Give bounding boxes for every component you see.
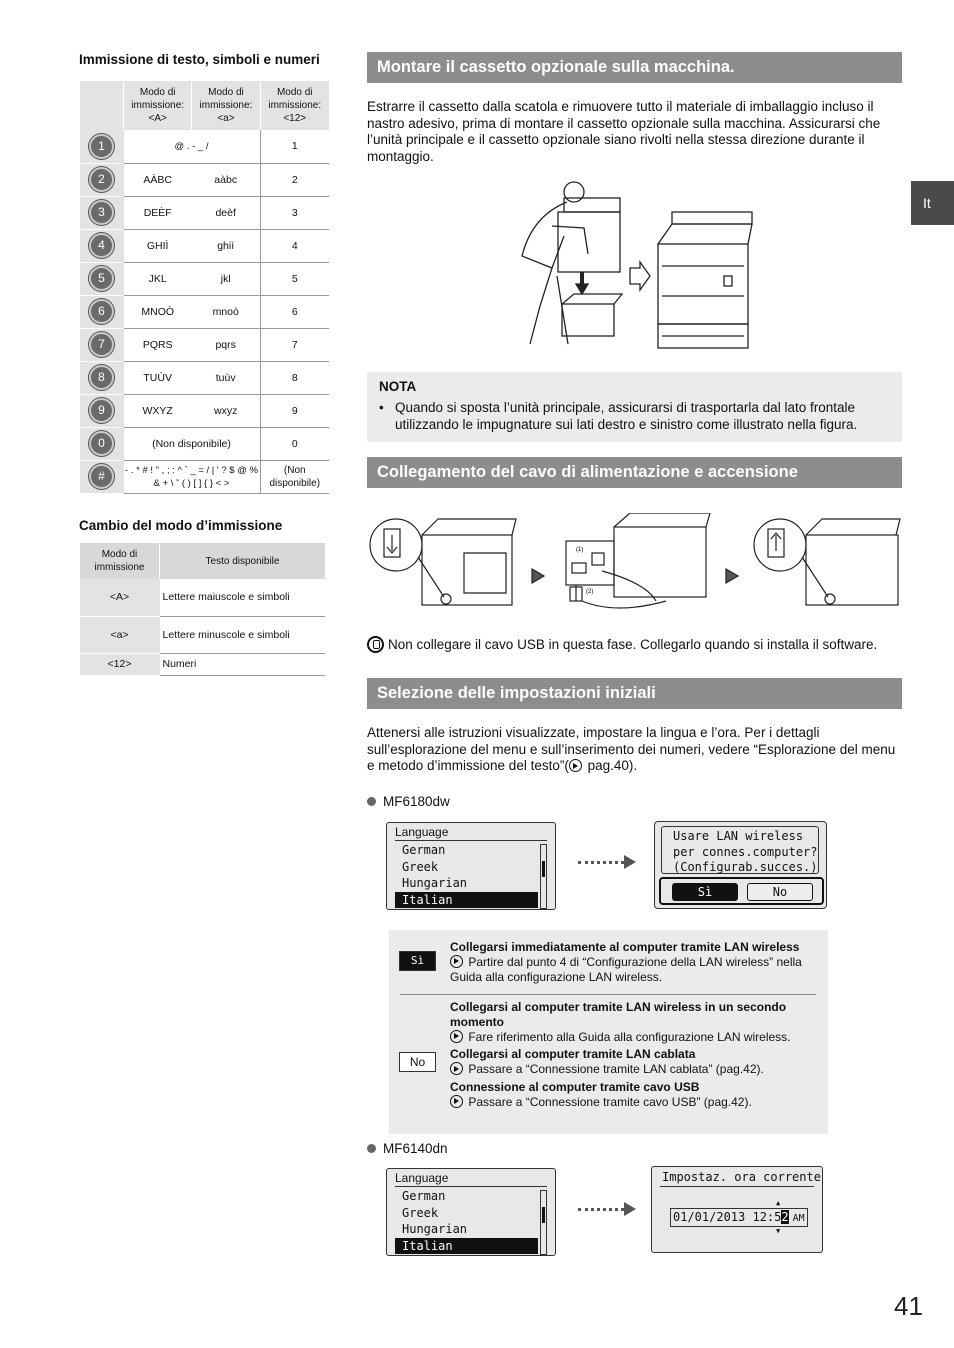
lcd-time-screen [651, 1166, 823, 1253]
choice-title: Connessione al computer tramite cavo USB [450, 1079, 700, 1094]
no-choices [450, 1000, 820, 1110]
model-label-mf6180dw [367, 794, 450, 809]
lcd-language-item-selected[interactable]: Italian [395, 1238, 538, 1255]
lcd-no-button[interactable]: No [747, 883, 813, 901]
lcd-wireless-message [661, 826, 819, 874]
key-number-cell: 1 [260, 130, 329, 163]
arrow-down-icon: ▼ [776, 1227, 781, 1235]
mode-cell: <12> [80, 653, 160, 675]
dotted-arrow-icon [578, 855, 636, 869]
key-row [80, 130, 330, 163]
keypad-key-icon: 9 [89, 398, 114, 423]
key-header-lower: Modo di immissione: <a> [192, 81, 260, 130]
keypad-key-icon: 1 [89, 134, 114, 159]
key-number-cell: 5 [260, 262, 329, 295]
key-lower-cell: pqrs [192, 328, 260, 361]
keypad-key-icon: 0 [89, 431, 114, 456]
mode-header-mode: Modo di immissione [80, 543, 160, 579]
key-upper-cell: DEÈF [124, 196, 192, 229]
key-upper-cell: AÀBC [124, 163, 192, 196]
key-header-empty [80, 81, 124, 130]
key-lower-cell: ghiì [192, 229, 260, 262]
key-row [80, 361, 330, 394]
choice-title: Collegarsi immediatamente al computer tramite LAN wireless [450, 940, 800, 954]
choice-ref: Passare a “Connessione tramite LAN cablata” (pag.42). [450, 1062, 820, 1077]
key-number-cell: 6 [260, 295, 329, 328]
key-lower-cell: aàbc [192, 163, 260, 196]
lcd-header: Language [395, 1171, 449, 1185]
key-chars-merged-cell: @ . - _ / [124, 130, 261, 163]
keypad-key-icon: 7 [89, 332, 114, 357]
key-row [80, 295, 330, 328]
lcd-header: Impostaz. ora corrente [662, 1170, 821, 1184]
reference-arrow-icon [450, 1062, 463, 1075]
text-cursor: 2 [781, 1210, 789, 1224]
keypad-key-icon: 4 [89, 233, 114, 258]
yes-choice [450, 940, 820, 984]
key-row [80, 460, 330, 493]
section-text-drawer: Estrarre il cassetto dalla scatola e rimuovere tutto il materiale di imballaggio incluso il nastro adesivo, prima di montare il cassetto opzionale sulla macchina. Assicurarsi che l’unità principale e il cassetto opzionale siano rivolti nella stessa direzione durante il montaggio. [367, 99, 881, 164]
key-number-cell: 9 [260, 394, 329, 427]
key-row [80, 328, 330, 361]
choice-title: Collegarsi al computer tramite LAN wireless in un secondo momento [450, 1000, 787, 1029]
reference-arrow-icon [450, 955, 463, 968]
lcd-yes-button[interactable]: Sì [672, 883, 738, 901]
key-upper-cell: TUÙV [124, 361, 192, 394]
callout-1: (1) [576, 547, 584, 553]
lcd-line: Usare LAN wireless [673, 829, 804, 843]
keypad-key-icon: # [89, 464, 114, 489]
keypad-key-icon: 5 [89, 266, 114, 291]
note-text: Quando si sposta l’unità principale, assicurarsi di trasportarla dal lato frontale utilizzando le impugnature sui lati destro e sinistro come illustrato nella figura. [395, 400, 858, 432]
key-row [80, 196, 330, 229]
key-row [80, 394, 330, 427]
section-title-initial: Selezione delle impostazioni iniziali [367, 678, 902, 709]
choice-ref: Partire dal punto 4 di “Configurazione della LAN wireless” nella Guida alla configurazione LAN wireless. [450, 954, 802, 984]
arrow-up-icon: ▲ [776, 1199, 781, 1207]
key-number-cell: (Non disponibile) [260, 460, 329, 493]
lcd-language-item[interactable]: Greek [402, 859, 439, 874]
key-upper-cell: JKL [124, 262, 192, 295]
mode-table-title: Cambio del modo d’immissione [79, 518, 283, 533]
lcd-language-screen [386, 1168, 556, 1256]
lcd-language-item[interactable]: Hungarian [402, 876, 468, 890]
bullet-dot-icon [367, 1144, 376, 1153]
power-illustration [366, 513, 906, 615]
key-lower-cell: tuùv [192, 361, 260, 394]
initial-text-after: pag.40). [583, 758, 638, 774]
key-lower-cell: wxyz [192, 394, 260, 427]
usb-warning-text: Non collegare il cavo USB in questa fase. Collegarlo quando si installa il software. [388, 637, 878, 652]
ampm-label: AM [792, 1213, 805, 1224]
key-row [80, 163, 330, 196]
key-number-cell: 7 [260, 328, 329, 361]
keypad-key-icon: 3 [89, 200, 114, 225]
note-item [379, 399, 890, 433]
key-upper-cell: MNOÒ [124, 295, 192, 328]
keypad-key-icon: 2 [89, 167, 114, 192]
key-row [80, 262, 330, 295]
callout-2: (2) [586, 589, 594, 595]
note-title: NOTA [379, 379, 417, 394]
key-upper-cell: WXYZ [124, 394, 192, 427]
key-chars-merged-cell: (Non disponibile) [124, 427, 261, 460]
mode-cell: <A> [80, 579, 160, 616]
keypad-key-icon: 8 [89, 365, 114, 390]
key-table [79, 81, 329, 494]
dotted-arrow-icon [578, 1202, 636, 1216]
no-tag: No [399, 1052, 436, 1072]
lcd-language-item[interactable]: German [402, 1189, 446, 1203]
lcd-language-item[interactable]: German [402, 843, 446, 857]
key-number-cell: 8 [260, 361, 329, 394]
key-chars-merged-cell: - . * # ! " , ; : ^ ` _ = / | ' ? $ @ % & + \ ˜ ( ) [ ] { } < > [124, 460, 261, 493]
key-row [80, 427, 330, 460]
key-upper-cell: GHIÌ [124, 229, 192, 262]
key-lower-cell: jkl [192, 262, 260, 295]
key-header-upper: Modo di immissione: <A> [124, 81, 192, 130]
lcd-line: per connes.computer? [673, 844, 818, 859]
mode-table [79, 543, 325, 676]
time-input-field[interactable]: 01/01/2013 12:52 AM [670, 1208, 808, 1227]
reference-arrow-icon [450, 1030, 463, 1043]
choice-ref: Passare a “Connessione tramite cavo USB” (pag.42). [450, 1095, 820, 1110]
key-lower-cell: mnoò [192, 295, 260, 328]
bullet-dot-icon [367, 797, 376, 806]
language-tab: It [911, 181, 954, 225]
model-label-mf6140dn [367, 1141, 448, 1156]
initial-text-before: Attenersi alle istruzioni visualizzate, impostare la lingua e l’ora. Per i dettagli sull’esplorazione del menu e sull’inserimento dei numeri, vedere “Esplorazione del menu e metodo d’immissione del testo”( [367, 725, 896, 774]
key-number-cell: 4 [260, 229, 329, 262]
warning-icon [367, 636, 384, 653]
reference-arrow-icon [569, 759, 582, 772]
lcd-header: Language [395, 825, 449, 839]
mode-cell: <a> [80, 616, 160, 653]
mode-text-cell: Lettere minuscole e simboli [160, 616, 326, 653]
key-number-cell: 3 [260, 196, 329, 229]
lcd-scrollbar [540, 844, 547, 909]
section-text-initial [367, 725, 902, 775]
key-row [80, 229, 330, 262]
choices-box [389, 930, 828, 1134]
keypad-key-icon: 6 [89, 299, 114, 324]
choice-title: Collegarsi al computer tramite LAN cablata [450, 1047, 696, 1062]
choice-ref: Fare riferimento alla Guida alla configurazione LAN wireless. [450, 1030, 820, 1045]
lcd-language-item-selected[interactable]: Italian [395, 892, 538, 909]
lcd-language-item[interactable]: Hungarian [402, 1222, 468, 1236]
key-table-title: Immissione di testo, simboli e numeri [79, 52, 320, 67]
key-lower-cell: deèf [192, 196, 260, 229]
lcd-scrollbar [540, 1190, 547, 1255]
lcd-language-screen [386, 822, 556, 910]
yes-tag: Sì [399, 951, 436, 971]
note-box [367, 372, 902, 442]
key-header-num: Modo di immissione: <12> [260, 81, 329, 130]
lcd-button-group [659, 877, 824, 905]
section-title-power: Collegamento del cavo di alimentazione e accensione [367, 457, 902, 488]
drawer-illustration [512, 176, 757, 356]
lcd-wireless-screen [654, 821, 827, 909]
reference-arrow-icon [450, 1095, 463, 1108]
section-title-drawer: Montare il cassetto opzionale sulla macchina. [367, 52, 902, 83]
key-number-cell: 0 [260, 427, 329, 460]
key-number-cell: 2 [260, 163, 329, 196]
key-upper-cell: PQRS [124, 328, 192, 361]
mode-text-cell: Numeri [160, 653, 326, 675]
mode-text-cell: Lettere maiuscole e simboli [160, 579, 326, 616]
note-bullet: • [379, 400, 384, 415]
mode-header-text: Testo disponibile [160, 543, 326, 579]
model-name: MF6140dn [383, 1141, 448, 1156]
lcd-line: (Configurab.succes.) [673, 860, 818, 874]
model-name: MF6180dw [383, 794, 450, 809]
usb-warning [367, 636, 877, 653]
lcd-language-item[interactable]: Greek [402, 1205, 439, 1220]
page-number: 41 [894, 1291, 923, 1321]
